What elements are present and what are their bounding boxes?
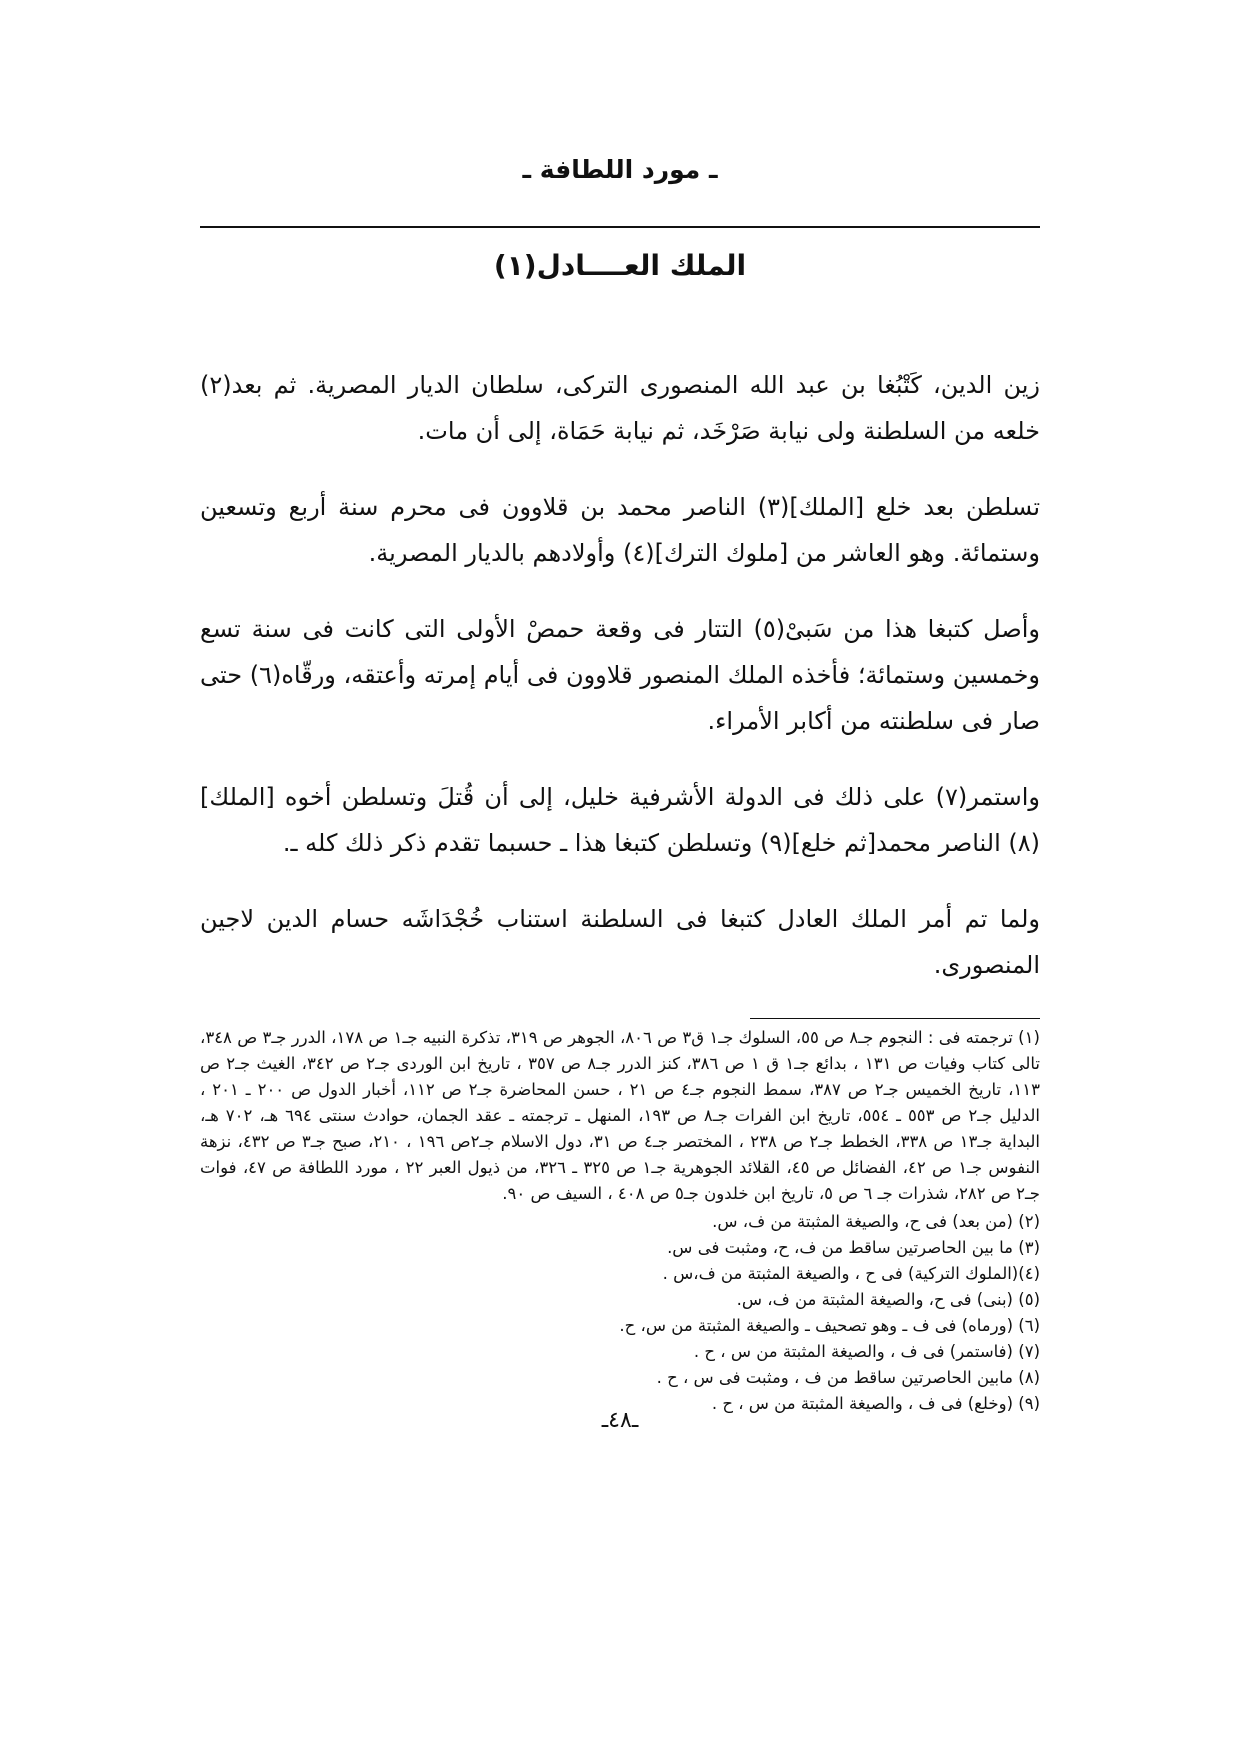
footnote-divider: [750, 1018, 1040, 1019]
footnote: (٩) (وخلع) فى ف ، والصيغة المثبتة من س ، ح .: [711, 1394, 1040, 1413]
paragraph: زين الدين، كَتْبُغا بن عبد الله المنصورى التركى، سلطان الديار المصرية. ثم بعد(٢) خلعه من السلطنة ولى نيابة صَرْخَد، ثم نيابة حَمَاة، إلى أن مات.: [200, 371, 1040, 445]
document-page: [200, 150, 1040, 1417]
footnote: (٥) (بنى) فى ح، والصيغة المثبتة من ف، س.: [736, 1290, 1040, 1309]
footnotes: [200, 1025, 1040, 1417]
chapter-title: الملك العــــادل(١): [493, 249, 747, 282]
footnote: (١) ترجمته فى : النجوم جـ٨ ص ٥٥، السلوك جـ١ ق٣ ص ٨٠٦، الجوهر ص ٣١٩، تذكرة النبيه جـ١ ص ١٧٨، الدرر جـ٣ ص ٣٤٨، تالى كتاب وفيات ص ١٣١ ، بدائع جـ١ ق ١ ص ٣٨٦، كنز الدرر جـ٨ ص ٣٥٧ ، تاريخ ابن الوردى جـ٢ ص ٣٤٢، الغيث جـ٢ ص ١١٣، تاريخ الخميس جـ٢ ص ٣٨٧، سمط النجوم جـ٤ ص ٢١ ، حسن المحاضرة جـ٢ ص ١١٢، أخبار الدول ص ٢٠٠ ـ ٢٠١ ، الدليل جـ٢ ص ٥٥٣ ـ ٥٥٤، تاريخ ابن الفرات جـ٨ ص ١٩٣، المنهل ـ ترجمته ـ عقد الجمان، حوادث سنتى ٦٩٤ هـ، ٧٠٢ هـ، البداية جـ١٣ ص ٣٣٨، الخطط جـ٢ ص ٢٣٨ ، المختصر جـ٤ ص ٣١، دول الاسلام جـ٢ص ١٩٦ ، ٢١٠، صبح جـ٣ ص ٤٣٢، نزهة النفوس جـ١ ص ٤٢، الفضائل ص ٤٥، القلائد الجوهرية جـ١ ص ٣٢٥ ـ ٣٢٦، من ذيول العبر ٢٢ ، مورد اللطافة ص ٤٧، فوات جـ٢ ص ٢٨٢، شذرات جـ ٦ ص ٥، تاريخ ابن خلدون جـ٥ ص ٤٠٨ ، السيف ص ٩٠.: [200, 1028, 1041, 1203]
header-divider: [200, 226, 1040, 228]
footnote: (٤)(الملوك التركية) فى ح ، والصيغة المثبتة من ف،س .: [662, 1264, 1040, 1283]
footnote: (٣) ما بين الحاصرتين ساقط من ف، ح، ومثبت فى س.: [667, 1238, 1040, 1257]
page-number: ـ٤٨ـ: [601, 1408, 639, 1433]
paragraph: واستمر(٧) على ذلك فى الدولة الأشرفية خليل، إلى أن قُتلَ وتسلطن أخوه [الملك](٨) الناصر محمد[ثم خلع](٩) وتسلطن كتبغا هذا ـ حسبما تقدم ذكر ذلك كله ـ.: [200, 783, 1040, 857]
footnote: (٦) (ورماه) فى ف ـ وهو تصحيف ـ والصيغة المثبتة من س، ح.: [619, 1316, 1040, 1335]
running-header: ـ مورد اللطافة ـ: [522, 155, 718, 184]
footnote: (٧) (فاستمر) فى ف ، والصيغة المثبتة من س ، ح .: [693, 1342, 1040, 1361]
footnote: (٢) (من بعد) فى ح، والصيغة المثبتة من ف، س.: [712, 1212, 1040, 1231]
paragraph: وأصل كتبغا هذا من سَبىْ(٥) التتار فى وقعة حمصْ الأولى التى كانت فى سنة تسع وخمسين وستمائة؛ فأخذه الملك المنصور قلاوون فى أيام إمرته وأعتقه، ورقّاه(٦) حتى صار فى سلطنته من أكابر الأمراء.: [200, 615, 1041, 735]
paragraph: تسلطن بعد خلع [الملك](٣) الناصر محمد بن قلاوون فى محرم سنة أربع وتسعين وستمائة. وهو العاشر من [ملوك الترك](٤) وأولادهم بالديار المصرية.: [200, 493, 1041, 567]
footnote: (٨) مابين الحاصرتين ساقط من ف ، ومثبت فى س ، ح .: [656, 1368, 1040, 1387]
body-text: [200, 362, 1040, 988]
paragraph: ولما تم أمر الملك العادل كتبغا فى السلطنة استناب خُجْدَاشَه حسام الدين لاجين المنصورى.: [200, 905, 1040, 979]
